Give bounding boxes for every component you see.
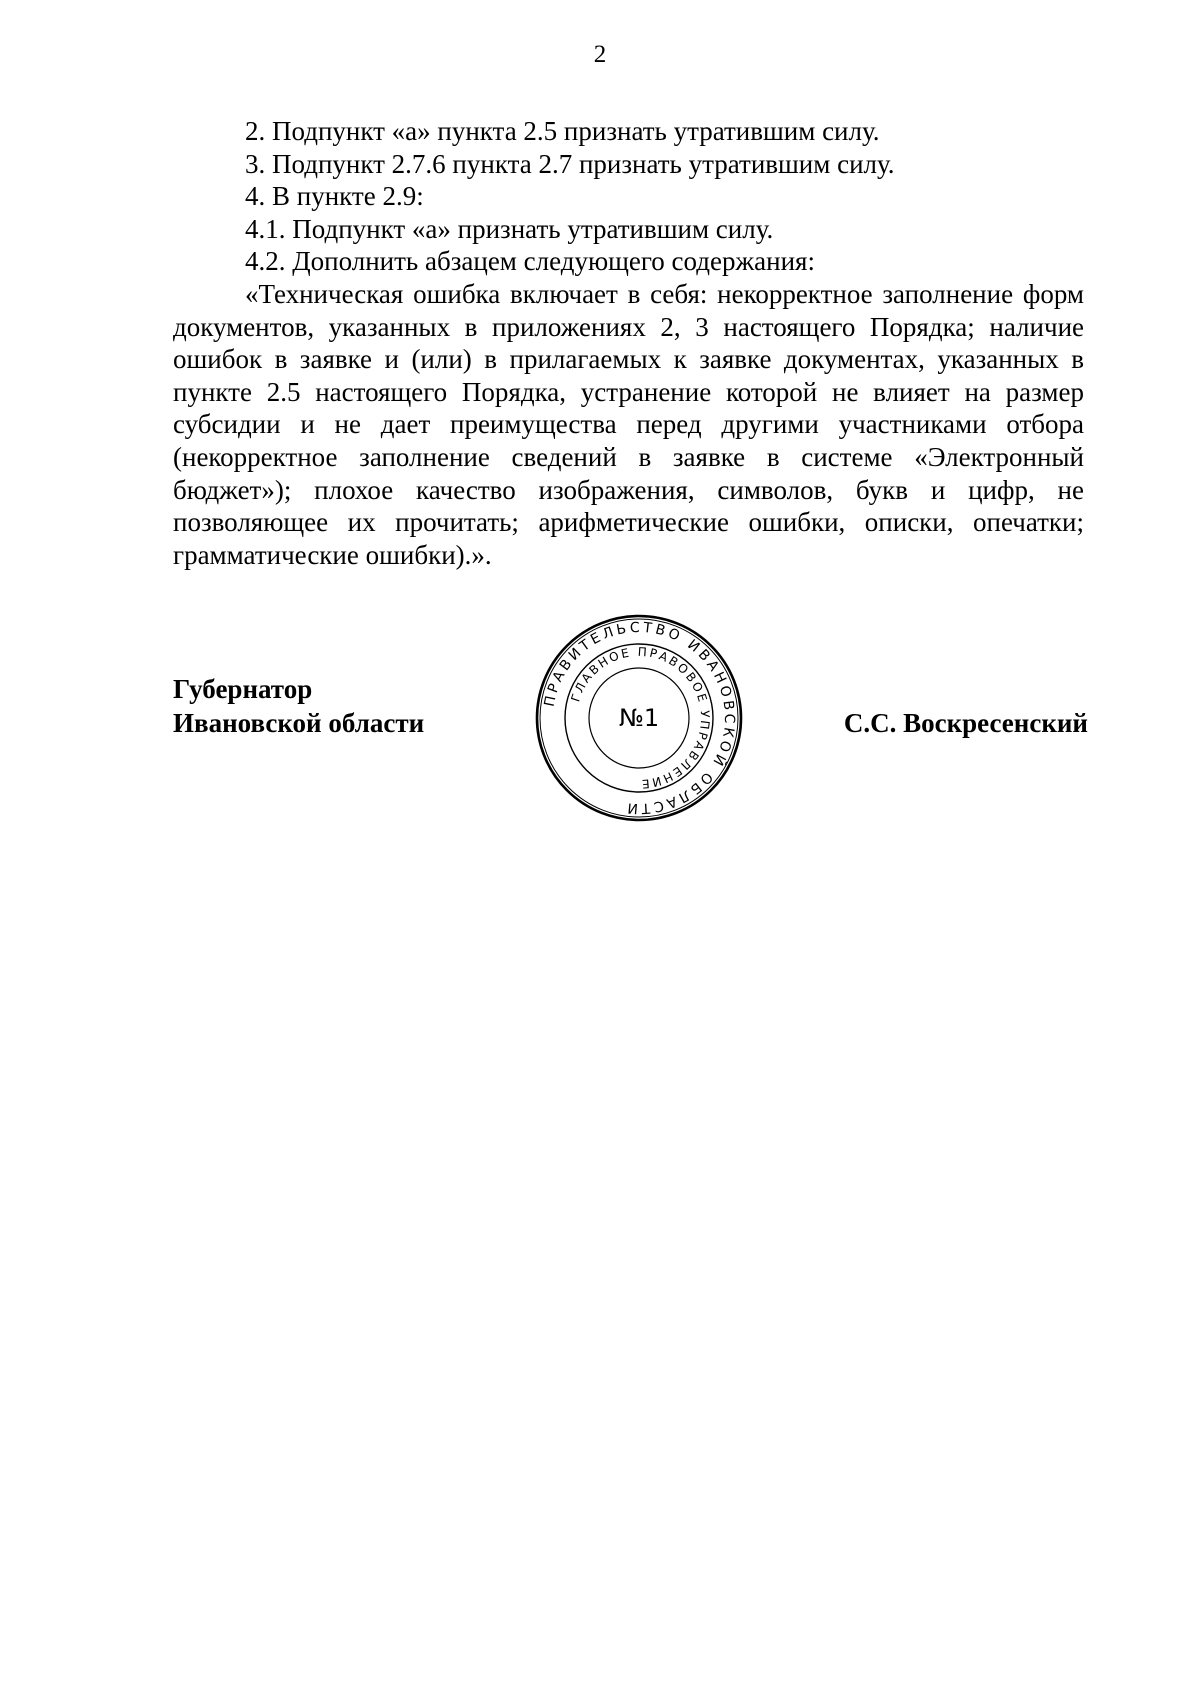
signatory-name: С.С. Воскресенский bbox=[843, 708, 1088, 738]
paragraph-item-4-2: 4.2. Дополнить абзацем следующего содержания: bbox=[245, 246, 815, 277]
seal-stamp-icon bbox=[533, 612, 745, 824]
seal-inner-text: ГЛАВНОЕ ПРАВОВОЕ УПРАВЛЕНИЕ bbox=[568, 644, 713, 792]
paragraph-item-2: 2. Подпункт «а» пункта 2.5 признать утратившим силу. bbox=[245, 116, 880, 146]
seal-outer-text: ПРАВИТЕЛЬСТВО ИВАНОВСКОЙ ОБЛАСТИ bbox=[541, 619, 738, 817]
signatory-position bbox=[173, 672, 424, 740]
quoted-amendment-paragraph: «Техническая ошибка включает в себя: некорректное заполнение форм документов, указанных в приложениях 2, 3 настоящего Порядка; наличие ошибок в заявке и (или) в прилагаемых к заявке документах, указанных в пункте 2.5 настоящего Порядка, устранение которой не влияет на размер субсидии и не дает преимущества перед другими участниками отбора (некорректное заполнение сведений в заявке в системе «Электронный бюджет»); плохое качество изображения, символов, букв и цифр, не позволяющее их прочитать; арифметические ошибки, описки, опечатки; грамматические ошибки).». bbox=[173, 278, 1084, 570]
paragraph-item-3: 3. Подпункт 2.7.6 пункта 2.7 признать утратившим силу. bbox=[245, 148, 895, 179]
document-body bbox=[173, 115, 1084, 571]
paragraph-item-4-1: 4.1. Подпункт «а» признать утратившим силу. bbox=[245, 213, 774, 244]
signatory-title: Губернатор bbox=[173, 674, 313, 704]
paragraph-item-4: 4. В пункте 2.9: bbox=[245, 181, 424, 212]
page-number: 2 bbox=[593, 41, 607, 68]
signatory-region: Ивановской области bbox=[173, 708, 425, 738]
seal-number: №1 bbox=[618, 704, 660, 732]
official-seal bbox=[533, 612, 745, 824]
